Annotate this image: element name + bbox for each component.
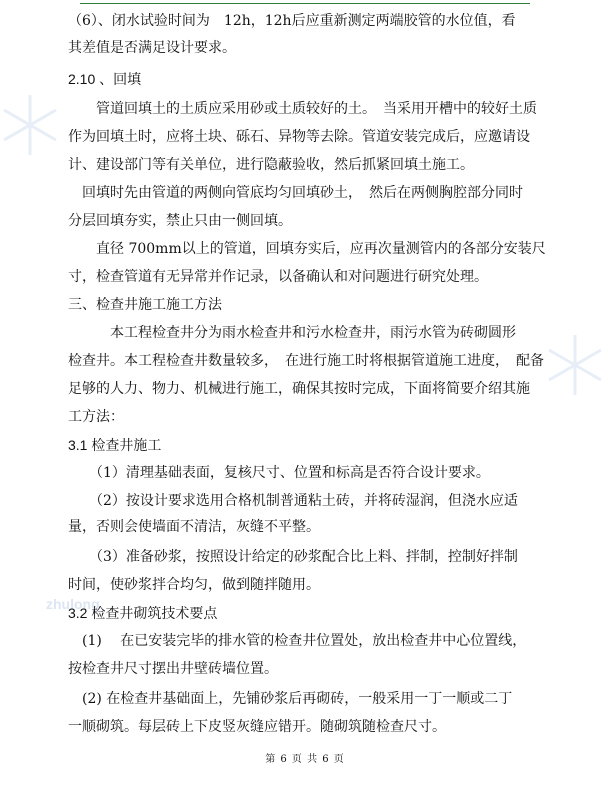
text-line-9: 直径 700mm以上的管道，回填夯实后，应再次量测管内的各部分安装尺 bbox=[68, 241, 546, 257]
text-line-7: 回填时先由管道的两侧向管底均匀回填砂土， 然后在两侧胸腔部分同时 bbox=[68, 185, 523, 201]
text-line-25: (2) 在检查井基础面上，先铺砂浆后再砌砖，一般采用一丁一顺或二丁 bbox=[68, 691, 513, 707]
text-line-13: 检查井。本工程检查井数量较多， 在进行施工时将根据管道施工进度， 配备 bbox=[68, 353, 544, 369]
header-rule bbox=[80, 3, 530, 4]
page-footer: 第 6 页 共 6 页 bbox=[265, 754, 345, 765]
text-line-20: （3）准备砂浆，按照设计给定的砂浆配合比上料、拌制，控制好拌制 bbox=[68, 549, 518, 565]
text-line-15: 工方法： bbox=[68, 409, 124, 425]
text-line-4: 管道回填土的土质应采用砂或土质较好的土。 当采用开槽中的较好土质 bbox=[68, 101, 537, 117]
text-line-26: 一顺砌筑。每层砖上下皮竖灰缝应错开。随砌筑随检查尺寸。 bbox=[68, 719, 446, 735]
section-heading-3-1: 3.1 检查井施工 bbox=[68, 437, 162, 453]
section-heading-3-2: 3.2 检查井砌筑技术要点 bbox=[68, 605, 218, 621]
text-line-18: （2）按设计要求选用合格机制普通粘土砖，并将砖湿润，但浇水应适 bbox=[68, 493, 518, 509]
text-line-23: (1) 在已安装完毕的排水管的检查井位置处，放出检查井中心位置线， bbox=[68, 633, 527, 649]
text-line-5: 作为回填土时，应将土块、砾石、异物等去除。管道安装完成后，应邀请设 bbox=[68, 129, 530, 145]
snowflake-watermark-icon-2 bbox=[545, 330, 605, 400]
text-line-10: 寸，检查管道有无异常并作记录，以备确认和对问题进行研究处理。 bbox=[68, 269, 488, 285]
text-line-2: 其差值是否满足设计要求。 bbox=[68, 40, 236, 56]
section-heading-3: 三、检查井施工施工方法 bbox=[68, 297, 222, 313]
watermark-text: zhulong bbox=[46, 596, 100, 612]
snowflake-watermark-icon bbox=[0, 90, 60, 160]
text-line-6: 计、建设部门等有关单位，进行隐蔽验收，然后抓紧回填土施工。 bbox=[68, 157, 474, 173]
text-line-24: 按检查井尺寸摆出井壁砖墙位置。 bbox=[68, 661, 278, 677]
text-line-12: 本工程检查井分为雨水检查井和污水检查井，雨污水管为砖砌圆形 bbox=[68, 325, 516, 341]
section-heading-2-10: 2.10 、回填 bbox=[68, 71, 142, 87]
text-line-19: 量，否则会使墙面不清洁，灰缝不平整。 bbox=[68, 519, 320, 535]
text-line-14: 足够的人力、物力、机械进行施工，确保其按时完成，下面将简要介绍其施 bbox=[68, 381, 530, 397]
text-line-8: 分层回填夯实，禁止只由一侧回填。 bbox=[68, 213, 292, 229]
text-line-1: （6）、闭水试验时间为 12h，12h后应重新测定两端胶管的水位值，看 bbox=[68, 13, 516, 29]
text-line-21: 时间，使砂浆拌合均匀，做到随拌随用。 bbox=[68, 577, 320, 593]
text-line-17: （1）清理基础表面，复核尺寸、位置和标高是否符合设计要求。 bbox=[68, 465, 490, 481]
